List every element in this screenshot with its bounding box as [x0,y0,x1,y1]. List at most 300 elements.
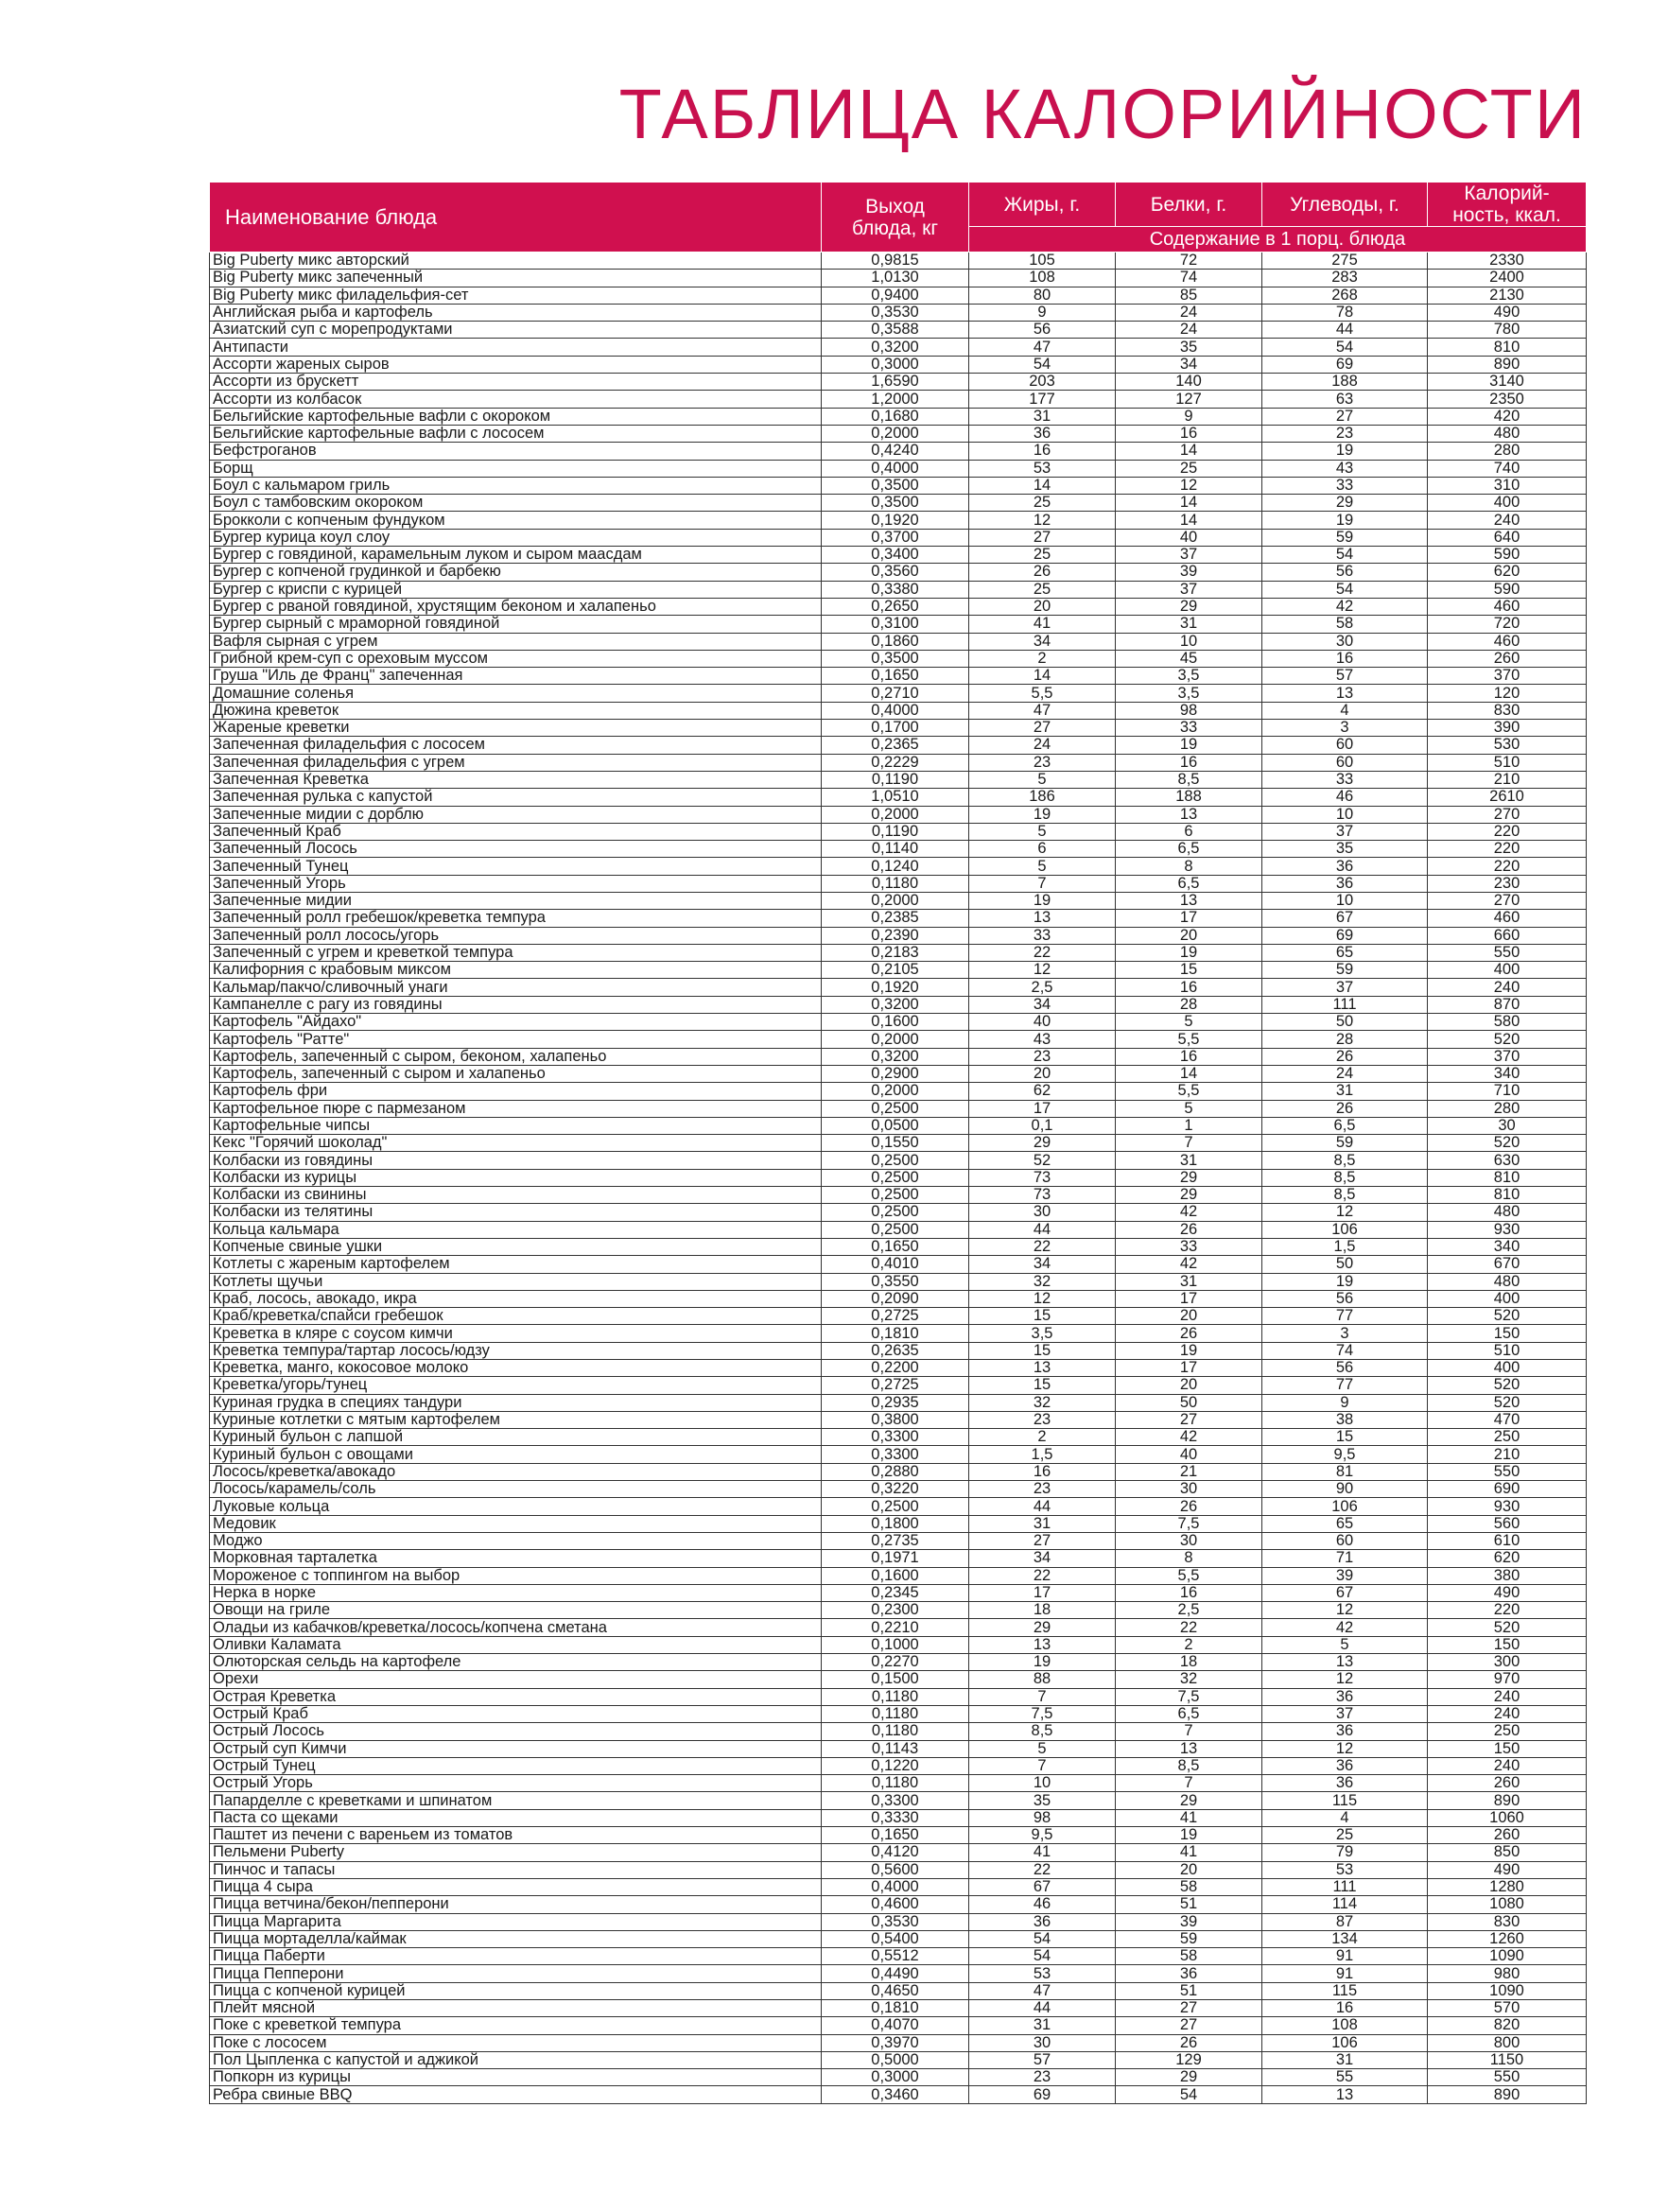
table-row [210,1515,1587,1532]
kcal-cell: 610 [1428,1532,1587,1549]
carbs-cell: 54 [1262,581,1428,598]
carbs-cell: 56 [1262,1290,1428,1307]
dish-name-cell: Острый суп Кимчи [210,1740,822,1757]
fat-cell: 31 [969,408,1116,425]
protein-cell: 42 [1116,1429,1262,1446]
dish-name-cell: Антипасти [210,339,822,356]
carbs-cell: 56 [1262,564,1428,581]
protein-cell: 5,5 [1116,1031,1262,1048]
fat-cell: 16 [969,443,1116,460]
protein-cell: 72 [1116,253,1262,270]
weight-cell: 0,3400 [822,547,969,564]
protein-cell: 9 [1116,408,1262,425]
weight-cell: 0,4070 [822,2017,969,2034]
table-row [210,1775,1587,1792]
dish-name-cell: Краб/креветка/спайси гребешок [210,1308,822,1325]
dish-name-cell: Бефстроганов [210,443,822,460]
fat-cell: 105 [969,253,1116,270]
kcal-cell: 390 [1428,720,1587,737]
carbs-cell: 60 [1262,1532,1428,1549]
carbs-cell: 78 [1262,304,1428,321]
weight-cell: 0,1180 [822,1688,969,1705]
protein-cell: 54 [1116,2086,1262,2103]
kcal-cell: 800 [1428,2034,1587,2051]
fat-cell: 9 [969,304,1116,321]
dish-name-cell: Пол Цыпленка с капустой и аджикой [210,2051,822,2068]
protein-cell: 50 [1116,1394,1262,1411]
dish-name-cell: Картофельные чипсы [210,1117,822,1134]
dish-name-cell: Грибной крем-суп с ореховым муссом [210,650,822,667]
carbs-cell: 15 [1262,1429,1428,1446]
protein-cell: 30 [1116,1481,1262,1498]
fat-cell: 34 [969,1256,1116,1273]
table-row [210,322,1587,339]
carbs-cell: 24 [1262,1065,1428,1082]
protein-cell: 8 [1116,1550,1262,1567]
carbs-cell: 44 [1262,322,1428,339]
weight-cell: 0,1190 [822,823,969,840]
dish-name-cell: Пельмени Puberty [210,1844,822,1861]
weight-cell: 0,2900 [822,1065,969,1082]
protein-cell: 35 [1116,339,1262,356]
table-row [210,1031,1587,1048]
weight-cell: 0,1000 [822,1636,969,1653]
protein-cell: 29 [1116,2069,1262,2086]
carbs-cell: 27 [1262,408,1428,425]
protein-cell: 16 [1116,425,1262,442]
dish-name-cell: Бургер курица коул слоу [210,529,822,546]
weight-cell: 0,2183 [822,944,969,961]
protein-cell: 10 [1116,633,1262,650]
fat-cell: 20 [969,1065,1116,1082]
weight-cell: 0,1650 [822,1827,969,1844]
dish-name-cell: Кекс "Горячий шоколад" [210,1135,822,1152]
protein-cell: 140 [1116,374,1262,391]
fat-cell: 5 [969,1740,1116,1757]
fat-cell: 22 [969,1567,1116,1584]
carbs-cell: 13 [1262,1654,1428,1671]
header-dish-name: Наименование блюда [210,183,822,253]
dish-name-cell: Картофель "Ратте" [210,1031,822,1048]
weight-cell: 0,1800 [822,1515,969,1532]
weight-cell: 0,4600 [822,1896,969,1913]
fat-cell: 23 [969,754,1116,771]
dish-name-cell: Пицца мортаделла/каймак [210,1930,822,1947]
carbs-cell: 9,5 [1262,1446,1428,1463]
protein-cell: 16 [1116,754,1262,771]
fat-cell: 29 [969,1135,1116,1152]
carbs-cell: 12 [1262,1740,1428,1757]
fat-cell: 24 [969,737,1116,754]
header-weight: Выход блюда, кг [822,183,969,253]
carbs-cell: 65 [1262,1515,1428,1532]
kcal-cell: 520 [1428,1135,1587,1152]
protein-cell: 19 [1116,1342,1262,1359]
dish-name-cell: Ассорти из колбасок [210,391,822,408]
carbs-cell: 26 [1262,1100,1428,1117]
kcal-cell: 520 [1428,1377,1587,1394]
table-row [210,1671,1587,1688]
fat-cell: 30 [969,1204,1116,1221]
kcal-cell: 1090 [1428,1948,1587,1965]
table-row [210,668,1587,685]
kcal-cell: 870 [1428,996,1587,1013]
fat-cell: 13 [969,910,1116,927]
dish-name-cell: Куриные котлетки с мятым картофелем [210,1411,822,1428]
fat-cell: 2,5 [969,979,1116,996]
fat-cell: 18 [969,1602,1116,1619]
dish-name-cell: Пицца 4 сыра [210,1878,822,1895]
fat-cell: 186 [969,789,1116,806]
table-row [210,910,1587,927]
carbs-cell: 16 [1262,650,1428,667]
fat-cell: 44 [969,1498,1116,1515]
dish-name-cell: Жареные креветки [210,720,822,737]
weight-cell: 0,2000 [822,1031,969,1048]
protein-cell: 16 [1116,1048,1262,1065]
fat-cell: 7 [969,875,1116,892]
kcal-cell: 2610 [1428,789,1587,806]
protein-cell: 59 [1116,1930,1262,1947]
table-row [210,1948,1587,1965]
carbs-cell: 60 [1262,737,1428,754]
fat-cell: 67 [969,1878,1116,1895]
carbs-cell: 63 [1262,391,1428,408]
dish-name-cell: Куриный бульон с лапшой [210,1429,822,1446]
fat-cell: 12 [969,962,1116,979]
fat-cell: 23 [969,1048,1116,1065]
fat-cell: 98 [969,1809,1116,1826]
kcal-cell: 460 [1428,598,1587,615]
weight-cell: 0,3550 [822,1273,969,1290]
protein-cell: 1 [1116,1117,1262,1134]
dish-name-cell: Запеченная филадельфия с угрем [210,754,822,771]
fat-cell: 12 [969,512,1116,529]
protein-cell: 40 [1116,529,1262,546]
kcal-cell: 220 [1428,841,1587,858]
fat-cell: 5,5 [969,685,1116,702]
protein-cell: 18 [1116,1654,1262,1671]
dish-name-cell: Картофель "Айдахо" [210,1014,822,1031]
protein-cell: 39 [1116,564,1262,581]
kcal-cell: 250 [1428,1723,1587,1740]
carbs-cell: 36 [1262,1688,1428,1705]
weight-cell: 0,2500 [822,1169,969,1186]
table-row [210,425,1587,442]
carbs-cell: 36 [1262,1723,1428,1740]
protein-cell: 27 [1116,2017,1262,2034]
weight-cell: 0,1650 [822,1238,969,1255]
carbs-cell: 10 [1262,892,1428,909]
fat-cell: 54 [969,1930,1116,1947]
kcal-cell: 820 [1428,2017,1587,2034]
protein-cell: 7 [1116,1135,1262,1152]
table-row [210,650,1587,667]
dish-name-cell: Колбаски из курицы [210,1169,822,1186]
kcal-cell: 1060 [1428,1809,1587,1826]
dish-name-cell: Ребра свиные BBQ [210,2086,822,2103]
carbs-cell: 35 [1262,841,1428,858]
dish-name-cell: Медовик [210,1515,822,1532]
carbs-cell: 115 [1262,1792,1428,1809]
kcal-cell: 490 [1428,1861,1587,1878]
dish-name-cell: Калифорния с крабовым миксом [210,962,822,979]
table-row [210,1065,1587,1082]
weight-cell: 0,1920 [822,512,969,529]
table-row [210,1117,1587,1134]
carbs-cell: 13 [1262,685,1428,702]
dish-name-cell: Пицца с копченой курицей [210,1982,822,1999]
carbs-cell: 19 [1262,1273,1428,1290]
kcal-cell: 510 [1428,754,1587,771]
weight-cell: 0,4000 [822,1878,969,1895]
kcal-cell: 530 [1428,737,1587,754]
weight-cell: 0,3700 [822,529,969,546]
kcal-cell: 400 [1428,962,1587,979]
kcal-cell: 1090 [1428,1982,1587,1999]
kcal-cell: 810 [1428,1169,1587,1186]
protein-cell: 74 [1116,270,1262,287]
table-row [210,1498,1587,1515]
weight-cell: 0,1600 [822,1567,969,1584]
table-row [210,875,1587,892]
kcal-cell: 480 [1428,425,1587,442]
weight-cell: 0,2390 [822,927,969,944]
dish-name-cell: Креветка, манго, кокосовое молоко [210,1360,822,1377]
fat-cell: 22 [969,944,1116,961]
table-row [210,1152,1587,1169]
protein-cell: 37 [1116,581,1262,598]
carbs-cell: 37 [1262,1705,1428,1722]
table-row [210,616,1587,633]
table-row [210,287,1587,304]
kcal-cell: 270 [1428,806,1587,823]
weight-cell: 0,3530 [822,1913,969,1930]
dish-name-cell: Колбаски из говядины [210,1152,822,1169]
table-row [210,529,1587,546]
fat-cell: 26 [969,564,1116,581]
kcal-cell: 150 [1428,1636,1587,1653]
fat-cell: 25 [969,495,1116,512]
fat-cell: 29 [969,1619,1116,1636]
protein-cell: 58 [1116,1878,1262,1895]
carbs-cell: 31 [1262,1083,1428,1100]
carbs-cell: 79 [1262,1844,1428,1861]
protein-cell: 129 [1116,2051,1262,2068]
table-row [210,685,1587,702]
kcal-cell: 780 [1428,322,1587,339]
table-row [210,1238,1587,1255]
dish-name-cell: Креветка/угорь/тунец [210,1377,822,1394]
carbs-cell: 39 [1262,1567,1428,1584]
carbs-cell: 268 [1262,287,1428,304]
dish-name-cell: Котлеты с жареным картофелем [210,1256,822,1273]
carbs-cell: 69 [1262,927,1428,944]
carbs-cell: 19 [1262,512,1428,529]
table-row [210,823,1587,840]
weight-cell: 0,1140 [822,841,969,858]
dish-name-cell: Оладьи из кабачков/креветка/лосось/копчена сметана [210,1619,822,1636]
table-row [210,1169,1587,1186]
table-row [210,633,1587,650]
table-row [210,408,1587,425]
protein-cell: 12 [1116,477,1262,494]
weight-cell: 0,4000 [822,702,969,719]
dish-name-cell: Креветка в кляре с соусом кимчи [210,1325,822,1342]
fat-cell: 47 [969,339,1116,356]
header-protein: Белки, г. [1116,183,1262,227]
protein-cell: 13 [1116,892,1262,909]
protein-cell: 2,5 [1116,1602,1262,1619]
weight-cell: 0,1180 [822,1723,969,1740]
fat-cell: 12 [969,1290,1116,1307]
fat-cell: 56 [969,322,1116,339]
weight-cell: 0,9815 [822,253,969,270]
kcal-cell: 1150 [1428,2051,1587,2068]
fat-cell: 23 [969,1481,1116,1498]
kcal-cell: 340 [1428,1065,1587,1082]
carbs-cell: 77 [1262,1308,1428,1325]
table-row [210,1636,1587,1653]
fat-cell: 17 [969,1584,1116,1601]
weight-cell: 0,2365 [822,737,969,754]
weight-cell: 0,2500 [822,1204,969,1221]
weight-cell: 0,3220 [822,1481,969,1498]
fat-cell: 25 [969,547,1116,564]
weight-cell: 0,3300 [822,1792,969,1809]
dish-name-cell: Поке с креветкой темпура [210,2017,822,2034]
dish-name-cell: Оливки Каламата [210,1636,822,1653]
kcal-cell: 2350 [1428,391,1587,408]
protein-cell: 3,5 [1116,668,1262,685]
weight-cell: 0,2710 [822,685,969,702]
table-row [210,1308,1587,1325]
kcal-cell: 470 [1428,1411,1587,1428]
table-row [210,1982,1587,1999]
carbs-cell: 1,5 [1262,1238,1428,1255]
dish-name-cell: Поке с лососем [210,2034,822,2051]
table-row [210,858,1587,875]
carbs-cell: 3 [1262,720,1428,737]
kcal-cell: 550 [1428,1463,1587,1480]
table-row [210,720,1587,737]
weight-cell: 0,2270 [822,1654,969,1671]
table-row [210,270,1587,287]
fat-cell: 22 [969,1861,1116,1878]
kcal-cell: 890 [1428,2086,1587,2103]
fat-cell: 73 [969,1169,1116,1186]
protein-cell: 41 [1116,1809,1262,1826]
table-row [210,2051,1587,2068]
dish-name-cell: Домашние соленья [210,685,822,702]
table-row [210,1567,1587,1584]
table-row [210,1705,1587,1722]
weight-cell: 0,2105 [822,962,969,979]
carbs-cell: 36 [1262,1775,1428,1792]
weight-cell: 0,3000 [822,2069,969,2086]
protein-cell: 58 [1116,1948,1262,1965]
dish-name-cell: Big Puberty микс авторский [210,253,822,270]
protein-cell: 31 [1116,1273,1262,1290]
fat-cell: 27 [969,1532,1116,1549]
kcal-cell: 240 [1428,1688,1587,1705]
kcal-cell: 150 [1428,1740,1587,1757]
protein-cell: 19 [1116,944,1262,961]
header-per-portion: Содержание в 1 порц. блюда [969,227,1587,253]
protein-cell: 13 [1116,806,1262,823]
fat-cell: 31 [969,2017,1116,2034]
carbs-cell: 30 [1262,633,1428,650]
kcal-cell: 280 [1428,443,1587,460]
table-row [210,1688,1587,1705]
dish-name-cell: Пицца Маргарита [210,1913,822,1930]
table-row [210,1135,1587,1152]
header-carbs: Углеводы, г. [1262,183,1428,227]
kcal-cell: 300 [1428,1654,1587,1671]
carbs-cell: 54 [1262,547,1428,564]
kcal-cell: 220 [1428,1602,1587,1619]
carbs-cell: 33 [1262,771,1428,788]
kcal-cell: 270 [1428,892,1587,909]
fat-cell: 13 [969,1360,1116,1377]
weight-cell: 0,3200 [822,1048,969,1065]
dish-name-cell: Олюторская сельдь на картофеле [210,1654,822,1671]
kcal-cell: 480 [1428,1204,1587,1221]
table-row [210,374,1587,391]
kcal-cell: 210 [1428,771,1587,788]
kcal-cell: 490 [1428,1584,1587,1601]
carbs-cell: 4 [1262,1809,1428,1826]
protein-cell: 7,5 [1116,1688,1262,1705]
fat-cell: 16 [969,1463,1116,1480]
kcal-cell: 550 [1428,2069,1587,2086]
protein-cell: 29 [1116,1792,1262,1809]
fat-cell: 20 [969,598,1116,615]
dish-name-cell: Запеченная Креветка [210,771,822,788]
dish-name-cell: Кольца кальмара [210,1221,822,1238]
carbs-cell: 87 [1262,1913,1428,1930]
weight-cell: 0,3200 [822,996,969,1013]
fat-cell: 1,5 [969,1446,1116,1463]
fat-cell: 53 [969,1965,1116,1982]
carbs-cell: 43 [1262,460,1428,477]
protein-cell: 21 [1116,1463,1262,1480]
fat-cell: 69 [969,2086,1116,2103]
table-row [210,1204,1587,1221]
protein-cell: 16 [1116,1584,1262,1601]
table-row [210,443,1587,460]
weight-cell: 0,2000 [822,806,969,823]
weight-cell: 0,1240 [822,858,969,875]
kcal-cell: 400 [1428,1360,1587,1377]
kcal-cell: 150 [1428,1325,1587,1342]
fat-cell: 25 [969,581,1116,598]
dish-name-cell: Азиатский суп с морепродуктами [210,322,822,339]
weight-cell: 0,2500 [822,1221,969,1238]
carbs-cell: 10 [1262,806,1428,823]
protein-cell: 6,5 [1116,1705,1262,1722]
fat-cell: 15 [969,1308,1116,1325]
table-row [210,304,1587,321]
protein-cell: 6 [1116,823,1262,840]
weight-cell: 0,2635 [822,1342,969,1359]
carbs-cell: 38 [1262,1411,1428,1428]
weight-cell: 0,1180 [822,875,969,892]
kcal-cell: 520 [1428,1031,1587,1048]
weight-cell: 0,4240 [822,443,969,460]
table-row [210,1325,1587,1342]
fat-cell: 44 [969,1221,1116,1238]
